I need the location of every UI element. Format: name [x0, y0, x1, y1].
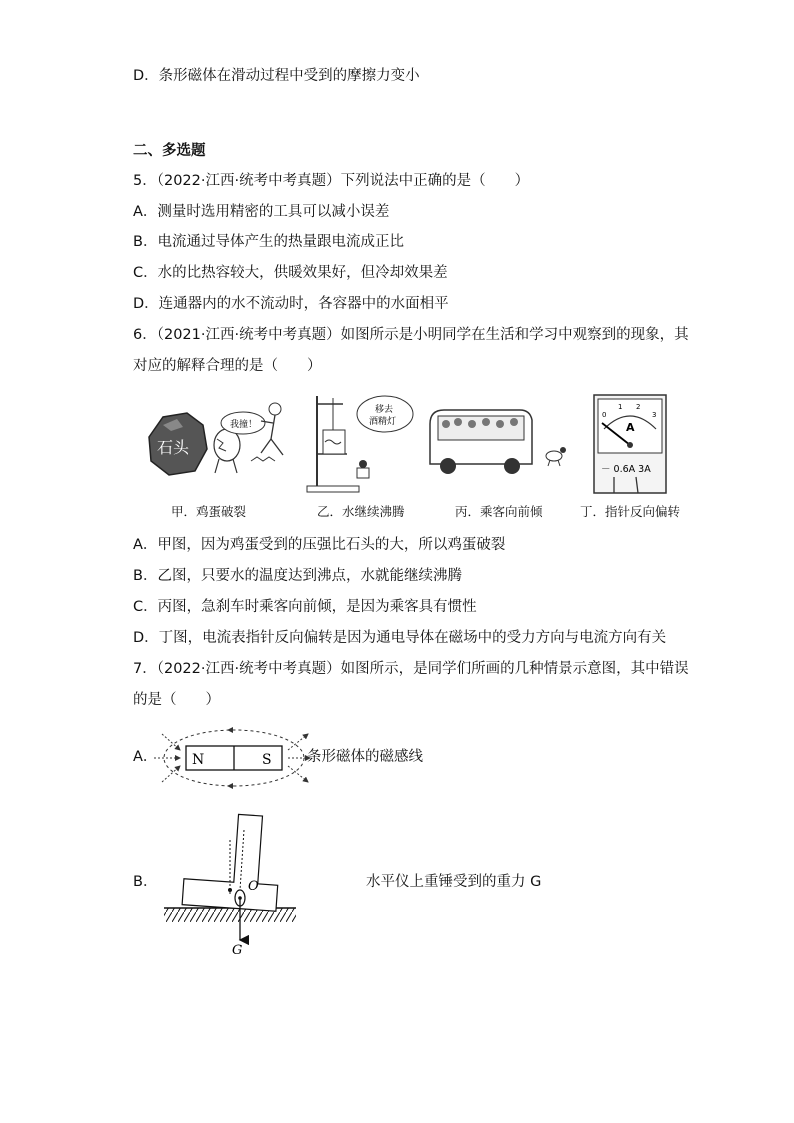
q7-option-a-description: 条形磁体的磁感线	[307, 749, 423, 765]
alcohol-lamp-flame	[359, 460, 367, 468]
q6-option-c: C．丙图，急刹车时乘客向前倾，是因为乘客具有惯性	[133, 599, 477, 615]
passenger-head	[454, 418, 462, 426]
reference-dot	[228, 888, 232, 892]
bus-wheel	[440, 458, 456, 474]
caption-yi: 乙．水继续沸腾	[317, 504, 405, 519]
q5-option-b: B．电流通过导体产生的热量跟电流成正比	[133, 234, 404, 250]
q7-stem-line2: 的是（ ）	[133, 692, 220, 708]
stand-base	[307, 486, 359, 492]
terminal-labels: － 0.6A 3A	[601, 464, 651, 475]
passenger-head	[442, 420, 450, 428]
figure-leg	[261, 439, 271, 453]
scale-mark: 1	[618, 403, 623, 411]
figure-leg	[271, 439, 283, 455]
dog-leg	[558, 460, 560, 466]
field-line-stub	[288, 766, 308, 782]
q6-option-a: A．甲图，因为鸡蛋受到的压强比石头的大，所以鸡蛋破裂	[133, 537, 506, 553]
south-pole-label: S	[262, 752, 272, 768]
figure-boiling-water-apparatus	[303, 392, 415, 500]
q4-option-d: D．条形磁体在滑动过程中受到的摩擦力变小	[133, 68, 420, 84]
egg-leg-right	[233, 459, 237, 473]
q5-option-d: D．连通器内的水不流动时，各容器中的水面相平	[133, 296, 449, 312]
figure-bar-magnet-field	[152, 720, 312, 796]
passenger-head	[510, 418, 518, 426]
pivot-label: O	[248, 879, 259, 894]
egg-shell-pieces	[251, 457, 275, 461]
q6-option-b: B．乙图，只要水的温度达到沸点，水就能继续沸腾	[133, 568, 462, 584]
q7-stem-line1: 7．（2022·江西·统考中考真题）如图所示，是同学们所画的几种情景示意图，其中错误	[133, 661, 689, 677]
dog-leg	[548, 460, 550, 466]
gravity-label: G	[232, 943, 243, 958]
q6-stem-line2: 对应的解释合理的是（ ）	[133, 358, 322, 374]
q7-option-a-label: A．	[133, 749, 158, 765]
scale-mark: 3	[652, 411, 657, 419]
section-heading-multiple-choice: 二、多选题	[133, 143, 206, 159]
figure-ammeter	[592, 393, 668, 495]
q7-option-b-label: B．	[133, 874, 158, 890]
figure-body	[271, 415, 275, 439]
meter-letter: A	[626, 421, 635, 434]
q5-option-a: A．测量时选用精密的工具可以减小误差	[133, 204, 390, 220]
figure-bus-passengers	[424, 402, 574, 482]
speech-bubble-text: 我撞！	[230, 420, 258, 430]
alcohol-lamp	[357, 468, 369, 478]
caption-bing: 丙．乘客向前倾	[455, 504, 543, 519]
scale-mark: 0	[602, 411, 607, 419]
figure-egg-and-stone	[143, 395, 293, 495]
field-line-stub	[288, 734, 308, 750]
dog-body	[546, 451, 562, 461]
figure-head	[269, 403, 281, 415]
passenger-head	[468, 420, 476, 428]
egg-leg-left	[215, 459, 219, 473]
stone-label: 石头	[157, 438, 190, 457]
passenger-head	[496, 420, 504, 428]
q5-option-c: C．水的比热容较大，供暖效果好，但冷却效果差	[133, 265, 448, 281]
passenger-head	[482, 418, 490, 426]
q5-stem: 5．（2022·江西·统考中考真题）下列说法中正确的是（ ）	[133, 173, 530, 189]
caption-ding: 丁．指针反向偏转	[580, 504, 681, 519]
scale-mark: 2	[636, 403, 641, 411]
level-body	[182, 812, 282, 911]
q6-stem-line1: 6．（2021·江西·统考中考真题）如图所示是小明同学在生活和学习中观察到的现象，其	[133, 327, 689, 343]
north-pole-label: N	[192, 752, 205, 768]
q7-option-b-description: 水平仪上重锤受到的重力 G	[366, 874, 542, 890]
q6-option-d: D．丁图，电流表指针反向偏转是因为通电导体在磁场中的受力方向与电流方向有关	[133, 630, 667, 646]
thought-bubble-line1: 移去	[375, 405, 394, 415]
bus-wheel	[504, 458, 520, 474]
caption-jia: 甲．鸡蛋破裂	[171, 504, 247, 519]
figure-level-plumb-bob	[160, 812, 300, 958]
needle-pivot	[627, 442, 633, 448]
beaker	[323, 430, 345, 454]
thought-bubble-line2: 酒精灯	[369, 417, 397, 427]
dog-head	[560, 447, 566, 453]
